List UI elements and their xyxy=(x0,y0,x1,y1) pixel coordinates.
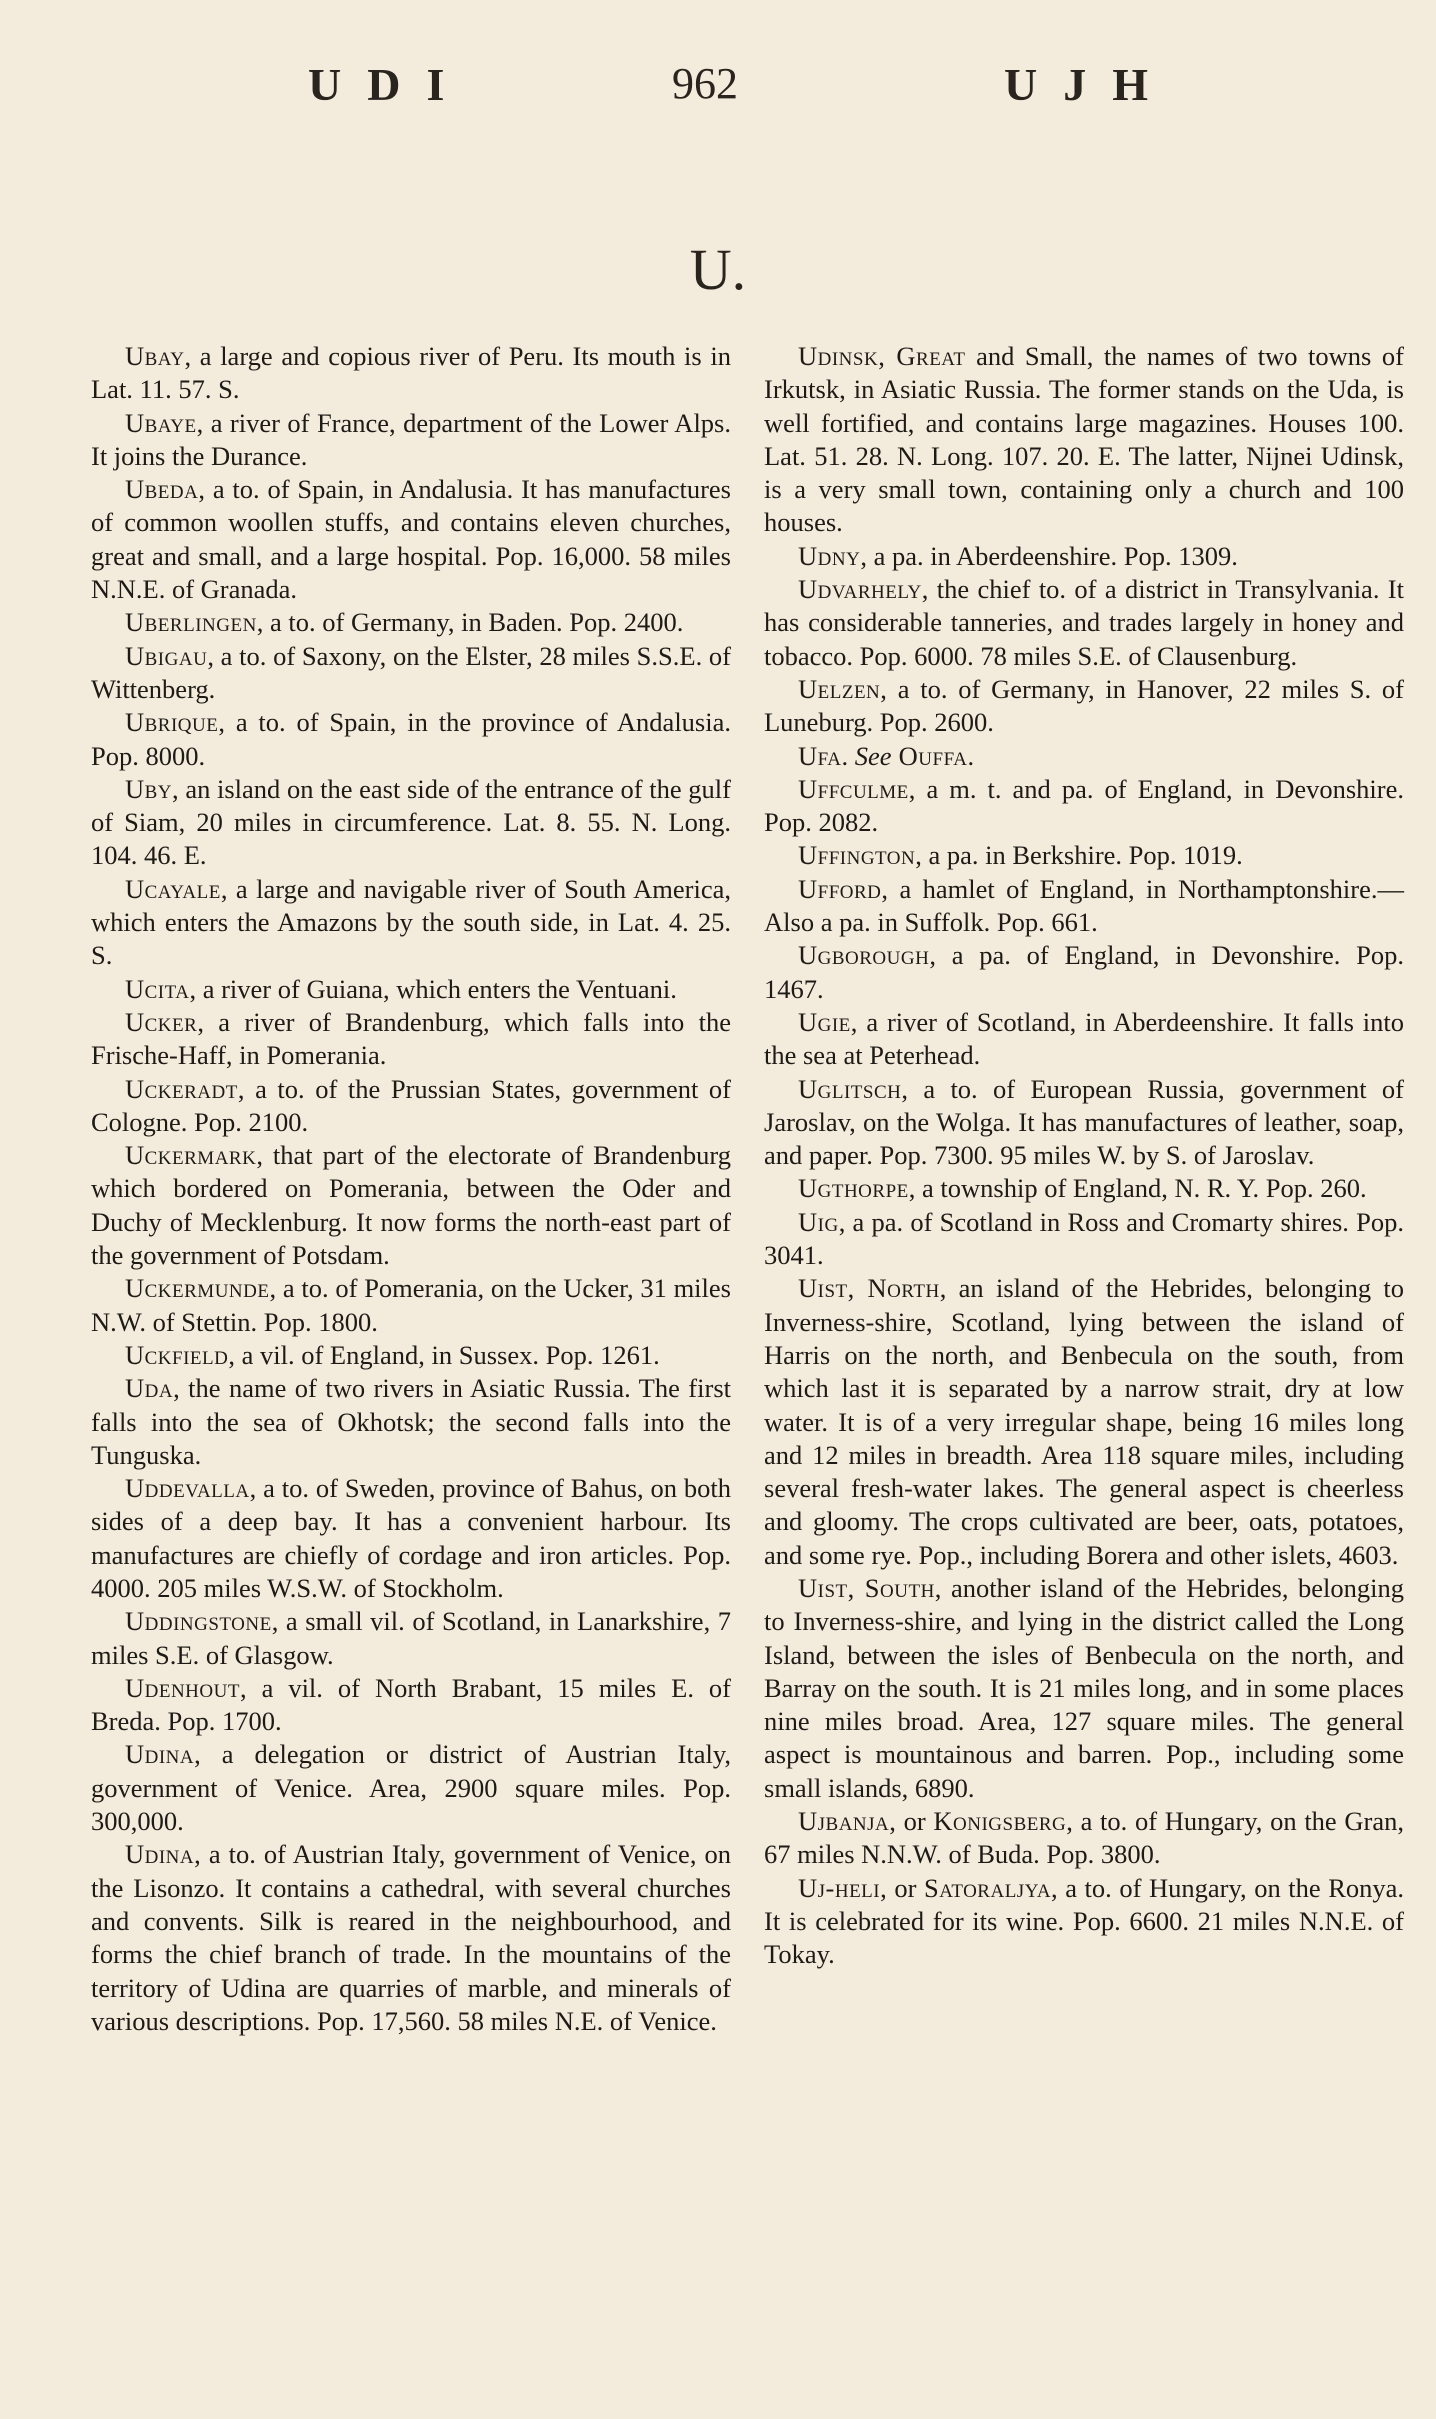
entry-text: , a large and copious river of Peru. Its mouth is in Lat. 11. 57. S. xyxy=(91,341,731,405)
entry-headword: Ugie xyxy=(798,1006,851,1037)
entry-headword: Uddingstone xyxy=(125,1606,272,1637)
entry-headword: Udny xyxy=(798,540,861,571)
entry-text: , a to. of Saxony, on the Elster, 28 miles S.S.E. of Wittenberg. xyxy=(91,640,731,704)
entry-text: , a vil. of North Brabant, 15 miles E. of Breda. Pop. 1700. xyxy=(91,1672,731,1737)
gazetteer-entry xyxy=(91,1139,731,1272)
entry-headword: Ugborough xyxy=(798,940,930,971)
entry-headword: Udvarhely xyxy=(798,574,922,605)
gazetteer-entry xyxy=(91,706,731,773)
entry-text: , a large and navigable river of South America, which enters the Amazons by the south side, in Lat. 4. 25. S. xyxy=(91,873,731,971)
entry-text: , a to. of Spain, in Andalusia. It has manufactures of common woollen stuffs, and contains eleven churches, great and small, and a large hospital. Pop. 16,000. 58 miles N.N.E. of Granada. xyxy=(91,474,731,605)
gazetteer-entry xyxy=(91,1472,731,1605)
running-head-left: UDI xyxy=(308,59,471,110)
gazetteer-entry xyxy=(91,407,731,474)
entry-text: , a pa. in Berkshire. Pop. 1019. xyxy=(915,840,1243,871)
gazetteer-entry xyxy=(764,773,1404,840)
gazetteer-entry xyxy=(91,640,731,707)
gazetteer-entry xyxy=(764,1872,1404,1972)
entry-headword: Uelzen xyxy=(798,673,881,704)
entry-headword: Ucita xyxy=(125,973,190,1004)
right-column xyxy=(764,340,1404,1972)
entry-headword: Uist, North xyxy=(798,1273,940,1304)
gazetteer-entry xyxy=(91,340,731,407)
entry-text: , a river of Guiana, which enters the Ventuani. xyxy=(189,973,677,1004)
entry-headword: Ubeda xyxy=(125,474,199,505)
gazetteer-entry xyxy=(91,1838,731,2038)
entry-headword: Ucker xyxy=(125,1006,198,1037)
gazetteer-entry xyxy=(91,873,731,973)
entry-headword: Uddevalla xyxy=(125,1473,250,1504)
gazetteer-entry xyxy=(764,1805,1404,1872)
entry-text: , a to. of Austrian Italy, government of Venice, on the Lisonzo. It contains a cathedral, with several churches and convents. Silk is reared in the neighbourhood, and forms the chief branch of trade. In the mountains of the territory of Udina are quarries of marble, and minerals of various descriptions. Pop. 17,560. 58 miles N.E. of Venice. xyxy=(91,1839,731,2036)
gazetteer-entry xyxy=(91,1605,731,1672)
gazetteer-entry xyxy=(91,606,731,639)
entry-headword: Uda xyxy=(125,1373,174,1404)
gazetteer-entry xyxy=(764,1272,1404,1572)
entry-headword: Uckeradt xyxy=(125,1073,238,1104)
entry-headword: Uckermunde xyxy=(125,1273,270,1304)
entry-cross-reference: Ouffa. xyxy=(891,740,975,771)
entry-text: , a pa. of England, in Devonshire. Pop. 1467. xyxy=(764,940,1404,1004)
section-letter: U. xyxy=(689,237,747,302)
entry-text: , a to. of Hungary, on the Gran, 67 miles N.N.W. of Buda. Pop. 3800. xyxy=(764,1806,1405,1870)
entry-text: , a to. of Hungary, on the Ronya. It is celebrated for its wine. Pop. 6600. 21 miles N.N.E. of Tokay. xyxy=(764,1872,1405,1970)
entry-headword: Ufford xyxy=(798,873,882,904)
entry-headword: Ufa xyxy=(798,740,842,771)
left-column xyxy=(91,340,731,2038)
entry-text: , a to. of Pomerania, on the Ucker, 31 miles N.W. of Stettin. Pop. 1800. xyxy=(91,1273,731,1337)
gazetteer-entry xyxy=(764,740,1404,773)
entry-headword: Uffington xyxy=(798,840,916,871)
gazetteer-entry xyxy=(764,573,1404,673)
entry-headword: Udina xyxy=(125,1839,195,1870)
gazetteer-entry xyxy=(764,1572,1404,1805)
entry-text: , a to. of Germany, in Baden. Pop. 2400. xyxy=(256,607,684,638)
entry-text: , the chief to. of a district in Transylvania. It has considerable tanneries, and trades largely in honey and tobacco. Pop. 6000. 78 miles S.E. of Clausenburg. xyxy=(764,574,1404,671)
entry-text: , a pa. of Scotland in Ross and Cromarty shires. Pop. 3041. xyxy=(764,1206,1404,1271)
gazetteer-entry xyxy=(764,540,1404,573)
entry-headword: Uby xyxy=(125,773,173,804)
entry-headword: Udenhout xyxy=(125,1672,240,1703)
entry-text: , a to. of Spain, in the province of Andalusia. Pop. 8000. xyxy=(91,707,731,771)
entry-text: . xyxy=(841,740,855,771)
gazetteer-entry xyxy=(91,773,731,873)
entry-text: , a township of England, N. R. Y. Pop. 260. xyxy=(908,1173,1367,1204)
page-number: 962 xyxy=(672,59,738,108)
entry-headword: Uberlingen xyxy=(125,607,257,638)
entry-text: , a river of Scotland, in Aberdeenshire. It falls into the sea at Peterhead. xyxy=(764,1006,1404,1071)
entry-headword: Udina xyxy=(125,1739,195,1770)
entry-text: , a to. of European Russia, government of Jaroslav, on the Wolga. It has manufactures of leather, soap, and paper. Pop. 7300. 95 miles W. by S. of Jaroslav. xyxy=(764,1073,1404,1171)
gazetteer-entry xyxy=(91,1372,731,1472)
entry-headword: Uist, South xyxy=(798,1572,935,1603)
gazetteer-entry xyxy=(764,839,1404,872)
entry-text: , a to. of Germany, in Hanover, 22 miles S. of Luneburg. Pop. 2600. xyxy=(764,673,1404,738)
entry-text: , a small vil. of Scotland, in Lanarkshire, 7 miles S.E. of Glasgow. xyxy=(91,1606,731,1670)
entry-text: , a to. of the Prussian States, government of Cologne. Pop. 2100. xyxy=(91,1073,731,1137)
entry-headword: Uglitsch xyxy=(798,1073,902,1104)
entry-text: , another island of the Hebrides, belonging to Inverness-shire, and lying in the district called the Long Island, between the isles of Benbecula on the north, and Barray on the south. It is 21 miles long, and in some places nine miles broad. Area, 127 square miles. The general aspect is mountainous and barren. Pop., including some small islands, 6890. xyxy=(764,1572,1404,1803)
entry-headword: Uffculme xyxy=(798,773,909,804)
gazetteer-entry xyxy=(764,1172,1404,1205)
gazetteer-entry xyxy=(764,1073,1404,1173)
gazetteer-entry xyxy=(764,673,1404,740)
entry-text: , a hamlet of England, in Northamptonshire.—Also a pa. in Suffolk. Pop. 661. xyxy=(764,873,1404,938)
gazetteer-entry xyxy=(91,1738,731,1838)
gazetteer-entry xyxy=(764,939,1404,1006)
gazetteer-entry xyxy=(91,1073,731,1140)
running-head-right: UJH xyxy=(1004,59,1174,110)
entry-headword: Udinsk, Great xyxy=(798,341,966,371)
entry-see-ref: See xyxy=(854,740,892,771)
entry-text: , the name of two rivers in Asiatic Russia. The first falls into the sea of Okhotsk; the second falls into the Tunguska. xyxy=(91,1373,731,1470)
entry-text: , or xyxy=(889,1806,934,1837)
entry-text: , that part of the electorate of Brandenburg which bordered on Pomerania, between the Oder and Duchy of Mecklenburg. It now forms the north-east part of the government of Potsdam. xyxy=(91,1140,731,1271)
gazetteer-entry xyxy=(91,1339,731,1372)
entry-headword: Ugthorpe xyxy=(798,1173,909,1204)
gazetteer-entry xyxy=(91,1672,731,1739)
entry-text: and Small, the names of two towns of Irkutsk, in Asiatic Russia. The former stands on the Uda, is well fortified, and contains large magazines. Houses 100. Lat. 51. 28. N. Long. 107. 20. E. The latter, Nijnei Udinsk, is a very small town, containing only a church and 100 houses. xyxy=(764,341,1404,538)
entry-text: , a vil. of England, in Sussex. Pop. 1261. xyxy=(228,1339,660,1370)
entry-headword: Ubay xyxy=(125,341,185,371)
entry-alt-headword: Satoraljya xyxy=(923,1872,1052,1903)
entry-text: , a river of Brandenburg, which falls into the Frische-Haff, in Pomerania. xyxy=(91,1006,731,1071)
entry-headword: Uj-heli xyxy=(798,1872,881,1903)
entry-headword: Ujbanja xyxy=(798,1806,890,1837)
gazetteer-entry xyxy=(91,1006,731,1073)
gazetteer-entry xyxy=(764,340,1404,540)
entry-headword: Ubigau xyxy=(125,640,208,671)
entry-text: , a pa. in Aberdeenshire. Pop. 1309. xyxy=(860,540,1238,571)
entry-text: , an island on the east side of the entrance of the gulf of Siam, 20 miles in circumference. Lat. 8. 55. N. Long. 104. 46. E. xyxy=(91,773,731,871)
entry-text: , a delegation or district of Austrian Italy, government of Venice. Area, 2900 square miles. Pop. 300,000. xyxy=(91,1739,731,1837)
entry-headword: Uckermark xyxy=(125,1140,257,1171)
entry-headword: Ubrique xyxy=(125,707,219,738)
entry-headword: Uckfield xyxy=(125,1339,229,1370)
entry-alt-headword: Konigsberg xyxy=(933,1806,1067,1837)
entry-headword: Ubaye xyxy=(125,407,197,438)
entry-text: , an island of the Hebrides, belonging to Inverness-shire, Scotland, lying between the island of Harris on the north, and Benbecula on the south, from which last it is separated by a narrow strait, dry at low water. It is of a very irregular shape, being 16 miles long and 12 miles in breadth. Area 118 square miles, including several fresh-water lakes. The general aspect is cheerless and gloomy. The crops cultivated are beer, oats, potatoes, and some rye. Pop., including Borera and other islets, 4603. xyxy=(764,1273,1404,1570)
gazetteer-entry xyxy=(764,1006,1404,1073)
entry-headword: Uig xyxy=(798,1206,839,1237)
gazetteer-entry xyxy=(764,873,1404,940)
gazetteer-entry xyxy=(91,1272,731,1339)
gazetteer-entry xyxy=(764,1206,1404,1273)
entry-text: , a river of France, department of the Lower Alps. It joins the Durance. xyxy=(91,407,731,471)
gazetteer-entry xyxy=(91,473,731,606)
entry-headword: Ucayale xyxy=(125,873,221,904)
entry-text: , or xyxy=(880,1872,924,1903)
gazetteer-entry xyxy=(91,973,731,1006)
entry-text: , a to. of Sweden, province of Bahus, on both sides of a deep bay. It has a convenient harbour. Its manufactures are chiefly of cordage and iron articles. Pop. 4000. 205 miles W.S.W. of Stockholm. xyxy=(91,1473,731,1603)
entry-text: , a m. t. and pa. of England, in Devonshire. Pop. 2082. xyxy=(764,773,1404,838)
